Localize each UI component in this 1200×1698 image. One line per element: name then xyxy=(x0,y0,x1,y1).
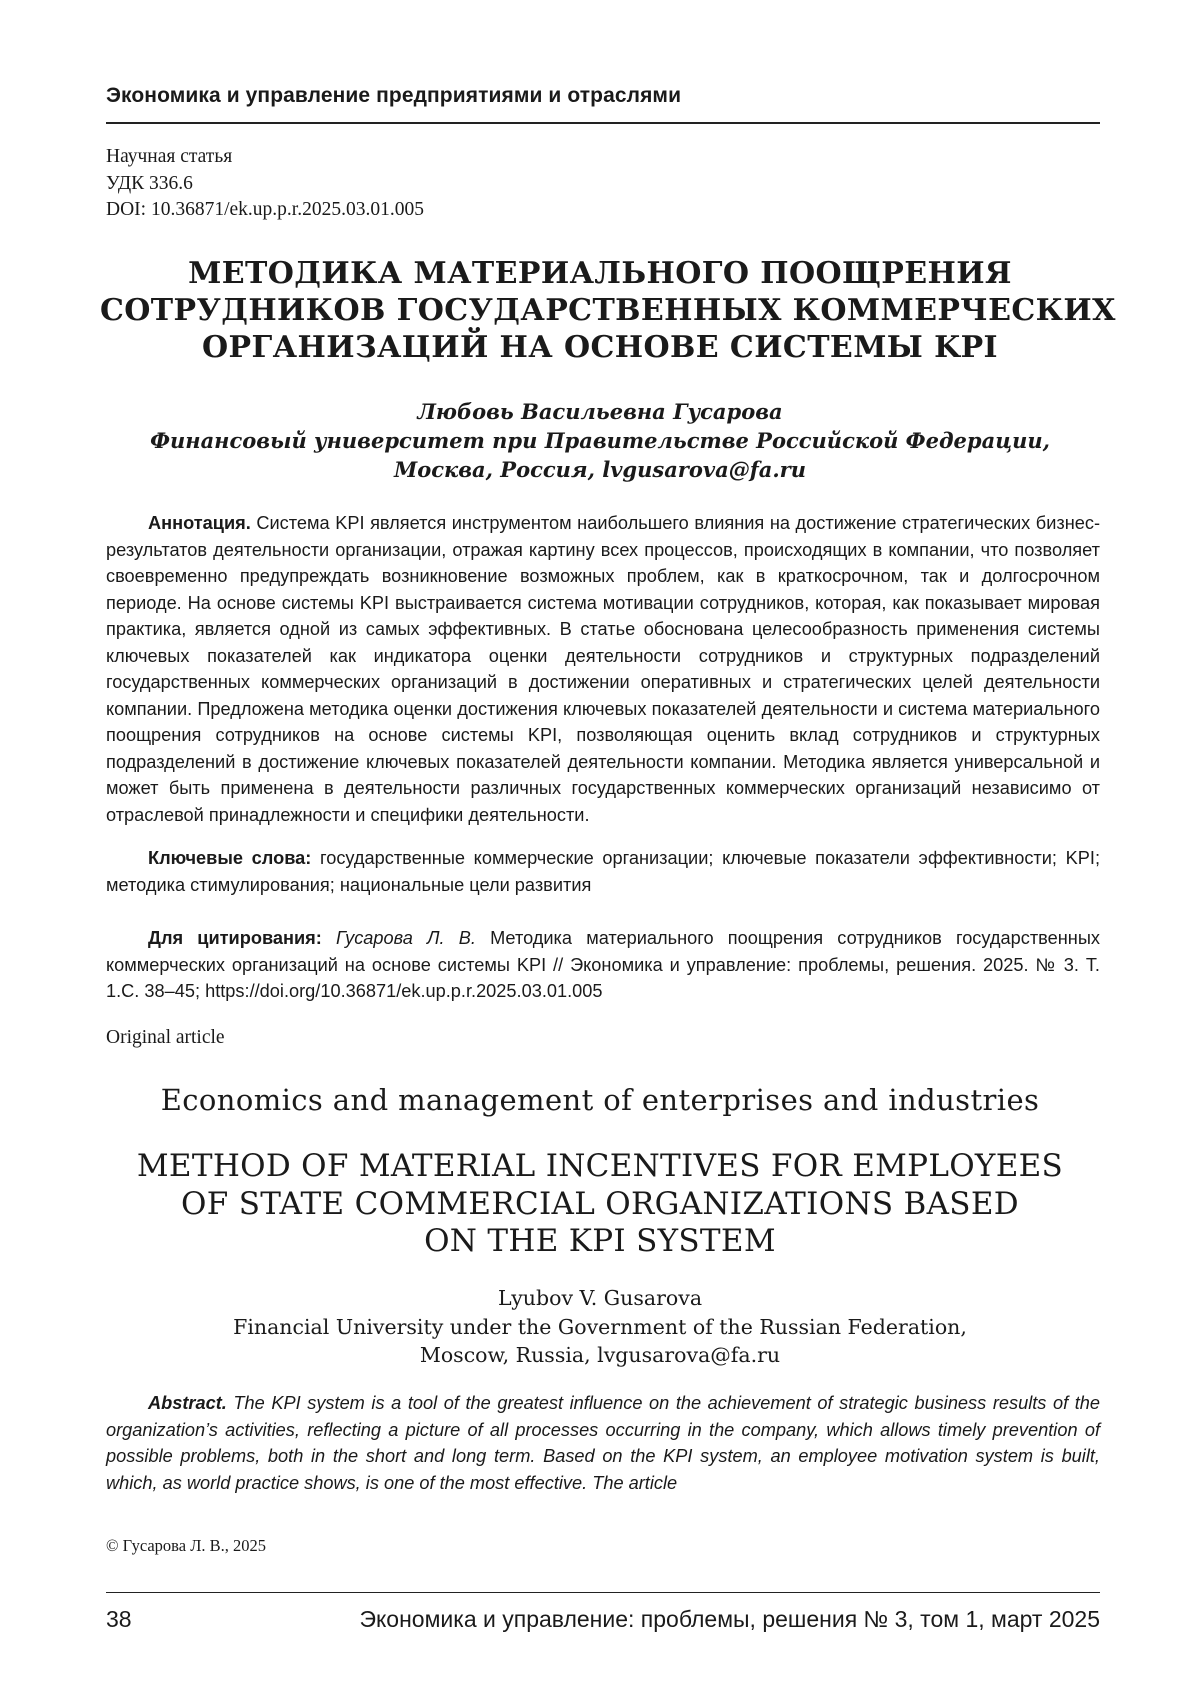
citation-author: Гусарова Л. В. xyxy=(322,928,476,948)
author-name: Любовь Васильевна Гусарова xyxy=(100,397,1100,426)
article-title-en xyxy=(100,1148,1100,1261)
header-divider xyxy=(106,122,1100,124)
author-block-en xyxy=(100,1284,1100,1370)
copyright-notice: © Гусарова Л. В., 2025 xyxy=(106,1536,266,1556)
citation-label: Для цитирования: xyxy=(148,928,322,948)
title-line: МЕТОДИКА МАТЕРИАЛЬНОГО ПООЩРЕНИЯ xyxy=(100,255,1100,292)
abstract-ru xyxy=(106,510,1100,828)
title-line: ON THE KPI SYSTEM xyxy=(100,1223,1100,1261)
author-name: Lyubov V. Gusarova xyxy=(100,1284,1100,1313)
keywords-text: государственные коммерческие организации; ключевые показатели эффективности; KPI; методика стимулирования; национальные цели развития xyxy=(106,848,1100,895)
keywords-label: Ключевые слова: xyxy=(148,848,311,868)
abstract-label: Аннотация. xyxy=(148,513,251,533)
udk-code: УДК 336.6 xyxy=(106,171,424,198)
journal-rubric: Экономика и управление предприятиями и отраслями xyxy=(106,84,681,108)
journal-footer: Экономика и управление: проблемы, решения № 3, том 1, март 2025 xyxy=(359,1606,1100,1633)
abstract-text: The KPI system is a tool of the greatest influence on the achievement of strategic business results of the organization’s activities, reflecting a picture of all processes occurring in the company, which allows timely prevention of possible problems, both in the short and long term. Based on the KPI system, an employee motivation system is built, which, as world practice shows, is one of the most effective. The article xyxy=(106,1393,1100,1493)
article-title-ru xyxy=(100,255,1100,366)
journal-rubric-en: Economics and management of enterprises and industries xyxy=(100,1083,1100,1117)
author-block-ru xyxy=(100,397,1100,484)
abstract-text: Система KPI является инструментом наибольшего влияния на достижение стратегических бизнес-результатов деятельности организации, отражая картину всех процессов, происходящих в компании, что позволяет своевременно предупреждать возникновение возможных проблем, как в краткосрочном, так и долгосрочном периоде. На основе системы KPI выстраивается система мотивации сотрудников, которая, как показывает мировая практика, является одной из самых эффективных. В статье обоснована целесообразность применения системы ключевых показателей как индикатора оценки деятельности сотрудников и структурных подразделений государственных коммерческих организаций в достижении оперативных и стратегических целей деятельности компании. Предложена методика оценки достижения ключевых показателей деятельности и система материального поощрения сотрудников на основе системы KPI, позволяющая оценить вклад сотрудников и структурных подразделений в достижение ключевых показателей деятельности компании. Методика является универсальной и может быть применена в деятельности различных государственных коммерческих организаций независимо от отраслевой принадлежности и специфики деятельности. xyxy=(106,513,1100,825)
article-meta xyxy=(106,144,424,224)
abstract-label: Abstract. xyxy=(148,1393,227,1413)
title-line: METHOD OF MATERIAL INCENTIVES FOR EMPLOYEES xyxy=(100,1148,1100,1186)
author-affiliation: Financial University under the Government of the Russian Federation, xyxy=(100,1313,1100,1342)
author-location-email: Москва, Россия, lvgusarova@fa.ru xyxy=(100,455,1100,484)
article-type-en: Original article xyxy=(106,1027,225,1049)
author-affiliation: Финансовый университет при Правительстве Российской Федерации, xyxy=(100,426,1100,455)
citation-text: Методика материального поощрения сотрудников государственных коммерческих организаций на основе системы KPI // Экономика и управление: проблемы, решения. 2025. № 3. Т. 1.С. 38–45; https://doi.org/10.36871/ek.up.p.r.2025.03.01.005 xyxy=(106,928,1100,1001)
article-page xyxy=(0,0,1200,1698)
article-type: Научная статья xyxy=(106,144,424,171)
citation xyxy=(106,925,1100,1005)
author-location-email: Moscow, Russia, lvgusarova@fa.ru xyxy=(100,1341,1100,1370)
title-line: OF STATE COMMERCIAL ORGANIZATIONS BASED xyxy=(100,1186,1100,1224)
doi: DOI: 10.36871/ek.up.p.r.2025.03.01.005 xyxy=(106,197,424,224)
abstract-en xyxy=(106,1390,1100,1496)
title-line: ОРГАНИЗАЦИЙ НА ОСНОВЕ СИСТЕМЫ KPI xyxy=(100,329,1100,366)
page-number: 38 xyxy=(106,1606,132,1633)
keywords-ru xyxy=(106,845,1100,898)
footer-divider xyxy=(106,1592,1100,1593)
title-line: СОТРУДНИКОВ ГОСУДАРСТВЕННЫХ КОММЕРЧЕСКИХ xyxy=(100,292,1100,329)
